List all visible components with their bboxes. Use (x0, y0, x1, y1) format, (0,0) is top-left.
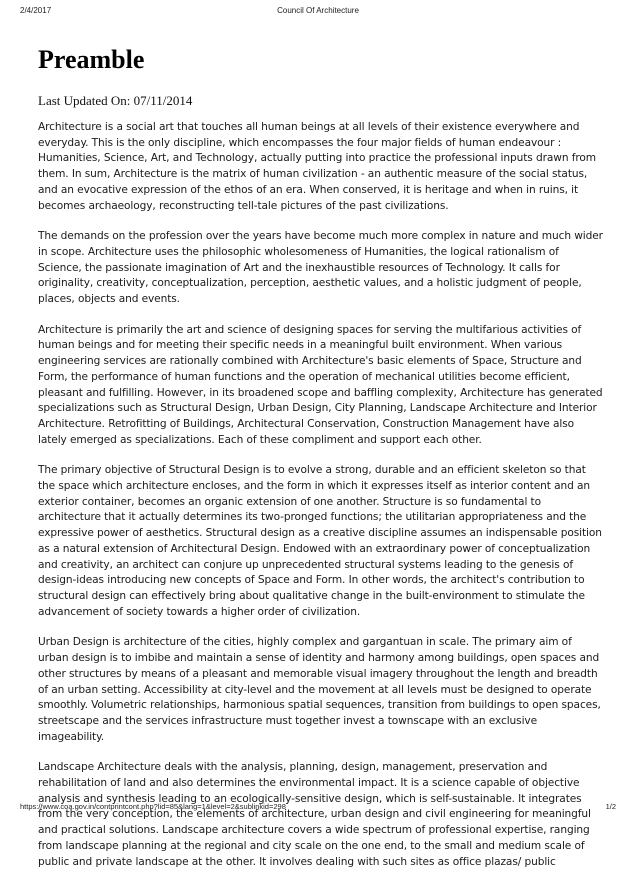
print-url: https://www.coa.gov.in/contprintcont.php?lid=85&lang=1&level=2&sublinkid=298 (20, 802, 286, 811)
paragraph: Urban Design is architecture of the cities, highly complex and gargantuan in scale. The primary aim of urban design is to imbibe and maintain a sense of identity and harmony among buildings, open spaces and other structures by means of a pleasant and memorable visual imagery throughout the length and breadth of an urban setting. Accessibility at city-level and the movement at all levels must be designed to operate smoothly. Volumetric relationships, harmonious spatial sequences, transition from buildings to open spaces, streetscape and the services infrastructure must together invest a townscape with an exclusive imageability. (38, 636, 601, 743)
paragraph: Architecture is a social art that touches all human beings at all levels of their existence everywhere and everyday. This is the only discipline, which encompasses the four major fields of human endeavour : Humanities, Science, Art, and Technology, actually putting into practice the professional inputs drawn from them. In sum, Architecture is the matrix of human civilization - an authentic measure of the social status, and an evocative expression of the ethos of an era. When conserved, it is heritage and when in ruins, it becomes archaeology, reconstructing tell-tale pictures of the past civilizations. (38, 121, 596, 212)
print-site-title: Council Of Architecture (277, 6, 359, 15)
paragraph: Landscape Architecture deals with the analysis, planning, design, management, preservation and rehabilitation of land and also determines the environmental impact. It is a science capable of objective analysis and synthesis leading to an ecologically-sensitive design, which is self-sustainable. It integrates from the very conception, the elements of architecture, urban design and civil engineering for meaningful and practical solutions. Landscape architecture covers a wide spectrum of professional expertise, ranging from landscape planning at the regional and city scale on the one end, to the small and medium scale of public and private landscape at the other. It involves dealing with such sites as office plazas/ public (38, 761, 591, 868)
page-number: 1/2 (605, 802, 616, 811)
paragraph: The demands on the profession over the years have become much more complex in nature and much wider in scope. Architecture uses the philosophic wholesomeness of Humanities, the logical rationalism of Science, the passionate imagination of Art and the inexhaustible resources of Technology. It calls for originality, creativity, conceptualization, perception, aesthetic values, and a holistic judgment of people, places, objects and events. (38, 230, 603, 306)
last-updated: Last Updated On: 07/11/2014 (38, 93, 193, 108)
paragraph: Architecture is primarily the art and science of designing spaces for serving the multifarious activities of human beings and for meeting their specific needs in a meaningful built environment. When various engineering services are rationally combined with Architecture's basic elements of Space, Structure and Form, the performance of human functions and the operation of mechanical utilities become efficient, pleasant and fulfilling. However, in its broadened scope and baffling complexity, Architecture has generated specializations such as Structural Design, Urban Design, City Planning, Landscape Architecture and Interior Architecture. Retrofitting of Buildings, Architectural Conservation, Construction Management have also lately emerged as specializations. Each of these compliment and support each other. (38, 323, 603, 446)
article-body (38, 120, 604, 885)
paragraph: The primary objective of Structural Design is to evolve a strong, durable and an efficient skeleton so that the space which architecture encloses, and the form in which it expresses itself as interior content and an exterior container, becomes an organic extension of one another. Structure is so fundamental to architecture that it actually determines its two-pronged functions; the utilitarian appropriateness and the expressive power of aesthetics. Structural design as a creative discipline assumes an indispensable position as a natural extension of Architectural Design. Endowed with an extraordinary power of conceptualization and creativity, an architect can conjure up unprecedented structural systems leading to the genesis of design-ideas introducing new concepts of Space and Form. In other words, the architect's contribution to structural design can effectively bring about qualitative change in the built-environment to stimulate the advancement of society towards a higher order of civilization. (38, 464, 602, 618)
print-header (20, 6, 616, 20)
print-date: 2/4/2017 (20, 6, 52, 15)
print-footer (20, 802, 616, 814)
page-title: Preamble (38, 45, 145, 74)
